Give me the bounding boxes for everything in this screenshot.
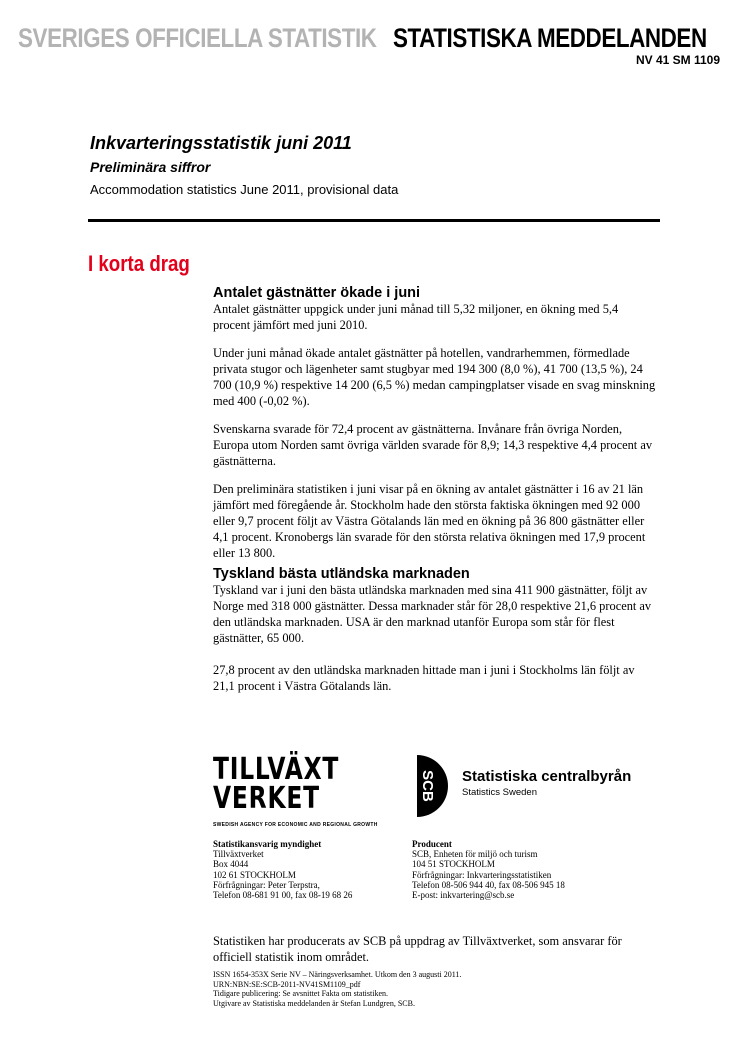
section-heading-gastnatter: Antalet gästnätter ökade i juni — [213, 285, 421, 301]
contact-heading: Producent — [412, 839, 452, 849]
contact-line: Telefon 08-681 91 00, fax 08-19 68 26 — [213, 890, 353, 901]
paragraph: 27,8 procent av den utländska marknaden hittade man i juni i Stockholms län följt av 21,1 procent i Västra Götalands län. — [213, 663, 635, 693]
scb-logo — [413, 753, 455, 824]
footer-line: Utgivare av Statistiska meddelanden är Stefan Lundgren, SCB. — [213, 998, 415, 1008]
contact-line: Förfrågningar: Inkvarteringsstatistiken — [412, 869, 552, 880]
closing-statement: Statistiken har producerats av SCB på uppdrag av Tillväxtverket, som ansvarar för officiell statistik inom området. — [213, 934, 622, 964]
footer-line: Tidigare publicering: Se avsnittet Fakta om statistiken. — [213, 989, 389, 999]
footer-line: URN:NBN:SE:SCB-2011-NV41SM1109_pdf — [213, 979, 361, 989]
paragraph: Svenskarna svarade för 72,4 procent av gästnätterna. Invånare från övriga Norden, Europa utom Norden samt övriga världen svarade för 8,9; 14,3 respektive 4,4 procent av gästnätterna. — [213, 422, 653, 468]
contact-email[interactable]: E-post: inkvartering@scb.se — [412, 890, 515, 901]
section-gastnatter — [213, 285, 658, 561]
tillvaxtverket-logo — [213, 752, 378, 828]
section-heading-tyskland: Tyskland bästa utländska marknaden — [213, 566, 470, 582]
contact-line: 102 61 STOCKHOLM — [213, 869, 296, 880]
section-tyskland — [213, 566, 658, 694]
scb-subtitle: Statistics Sweden — [462, 787, 537, 798]
scb-logo-letters: SCB — [419, 770, 437, 802]
contact-line: SCB, Enheten för miljö och turism — [412, 849, 538, 860]
title-divider — [88, 219, 660, 222]
paragraph: Under juni månad ökade antalet gästnätter på hotellen, vandrarhemmen, förmedlade privata stugor och lägenheter samt stugbyar med 194 300 (8,0 %), 41 700 (13,5 %), 24 700 (10,9 %) respektive 14 200 (6,5 %) medan campingplatser visade en svag minskning med 400 (-0,02 %). — [213, 346, 656, 408]
contact-line: Tillväxtverket — [213, 849, 264, 860]
paragraph: Tyskland var i juni den bästa utländska marknaden med sina 411 900 gästnätter, följt av Norge med 318 000 gästnätter. Dessa marknader står för 28,0 respektive 21,6 procent av den utländska marknaden. USA är den marknad utanför Europa som står för flest gästnätter, 65 000. — [213, 583, 652, 645]
page-subtitle: Preliminära siffror — [90, 159, 211, 175]
contact-line: 104 51 STOCKHOLM — [412, 859, 495, 870]
contact-line: Box 4044 — [213, 859, 249, 870]
scb-name: Statistiska centralbyrån — [462, 768, 632, 785]
series-header-left: SVERIGES OFFICIELLA STATISTIK — [18, 23, 377, 53]
page-title: Inkvarteringsstatistik juni 2011 — [90, 133, 352, 153]
series-header-right: STATISTISKA MEDDELANDEN — [393, 23, 707, 53]
logo-word-2: VERKET — [213, 781, 320, 816]
english-title: Accommodation statistics June 2011, provisional data — [90, 182, 399, 197]
paragraph: Antalet gästnätter uppgick under juni månad till 5,32 miljoner, en ökning med 5,4 procent jämfört med juni 2010. — [213, 302, 619, 332]
contact-producer — [412, 839, 565, 900]
publication-code: NV 41 SM 1109 — [635, 53, 720, 67]
logo-tagline: SWEDISH AGENCY FOR ECONOMIC AND REGIONAL GROWTH — [213, 822, 378, 828]
logo-word-1: TILLVÄXT — [213, 752, 340, 787]
section-heading: I korta drag — [88, 251, 190, 276]
contact-heading: Statistikansvarig myndighet — [213, 839, 322, 849]
contact-line: Förfrågningar: Peter Terpstra, — [213, 879, 320, 890]
paragraph: Den preliminära statistiken i juni visar på en ökning av antalet gästnätter i 16 av 21 län jämfört med föregående år. Stockholm hade den största faktiska ökningen med 92 000 eller 9,7 procent följt av Västra Götalands län med en ökning på 36 800 gästnätter eller 4,1 procent. Kronobergs län svarade för den största relativa ökningen med 17,9 procent eller 13 800. — [213, 482, 646, 560]
scb-logo-mark — [413, 753, 455, 819]
contact-agency — [213, 839, 352, 900]
footer-metadata — [213, 970, 461, 1008]
contact-line: Telefon 08-506 944 40, fax 08-506 945 18 — [412, 879, 565, 890]
footer-line: ISSN 1654-353X Serie NV – Näringsverksamhet. Utkom den 3 augusti 2011. — [213, 970, 462, 979]
